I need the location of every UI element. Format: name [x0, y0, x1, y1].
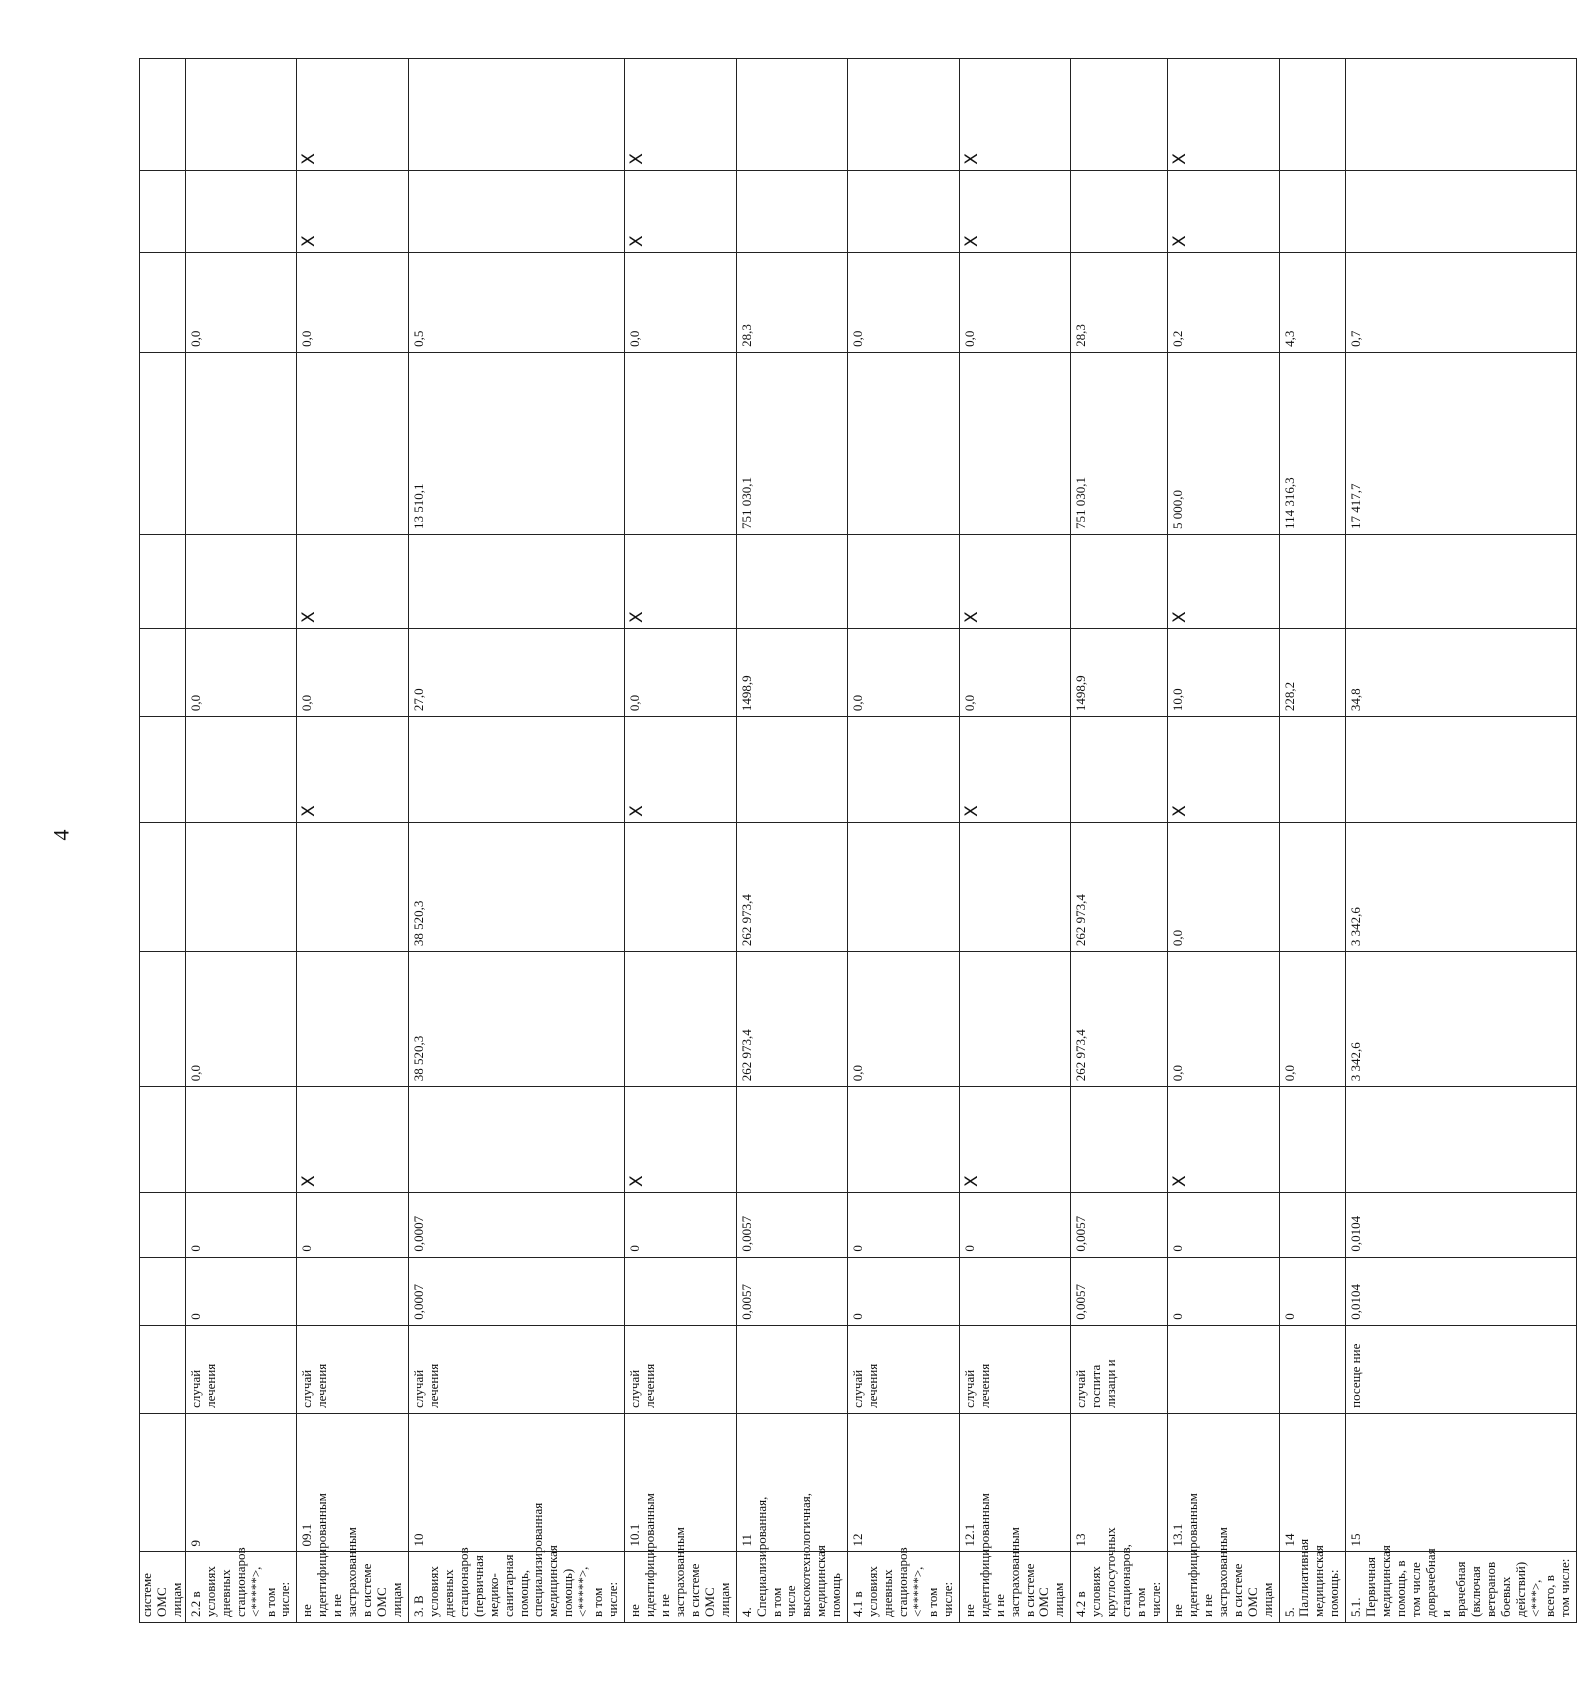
value-cell: [408, 1087, 624, 1193]
unit-cell: случай лечения: [848, 1325, 960, 1413]
value-cell: [297, 952, 409, 1087]
row-name-cell: 5.1. Первичная медицинская помощь, в том числе доврачебная и врачебная (включая ветеранов боевых действий) <***>, всего, в том числе:: [1346, 1552, 1577, 1623]
value-cell: 0: [848, 1192, 960, 1257]
unit-cell: случай лечения: [185, 1325, 297, 1413]
value-cell: [1279, 1087, 1346, 1193]
value-cell: [1279, 1192, 1346, 1257]
value-cell: [736, 59, 848, 171]
value-cell: 0,0007: [408, 1192, 624, 1257]
value-cell: 0: [185, 1257, 297, 1325]
row-code-cell: 11: [736, 1413, 848, 1552]
value-cell: [1279, 534, 1346, 628]
value-cell: [185, 59, 297, 171]
value-cell: [140, 534, 186, 628]
value-cell: [848, 59, 960, 171]
row-name-cell: не идентифицированным и не застрахованным в системе ОМС лицам: [297, 1552, 409, 1623]
value-cell: 0,0104: [1346, 1192, 1577, 1257]
unit-cell: случай лечения: [297, 1325, 409, 1413]
page-number: 4: [48, 829, 74, 841]
table-row: [297, 59, 409, 1623]
value-cell: 3 342,6: [1346, 952, 1577, 1087]
value-cell: X: [959, 59, 1071, 171]
value-cell: 262 973,4: [736, 952, 848, 1087]
value-cell: [736, 717, 848, 823]
value-cell: X: [625, 717, 737, 823]
value-cell: 0,0057: [1071, 1257, 1168, 1325]
value-cell: [1071, 59, 1168, 171]
row-code-cell: 15: [1346, 1413, 1577, 1552]
value-cell: [140, 1257, 186, 1325]
value-cell: 262 973,4: [736, 822, 848, 951]
value-cell: 38 520,3: [408, 952, 624, 1087]
value-cell: 0,0: [1279, 952, 1346, 1087]
value-cell: X: [1167, 59, 1279, 171]
value-cell: 0,0057: [736, 1192, 848, 1257]
value-cell: [848, 1087, 960, 1193]
row-code-cell: 10.1: [625, 1413, 737, 1552]
value-cell: 0,0: [297, 252, 409, 352]
value-cell: 0,0104: [1346, 1257, 1577, 1325]
unit-cell: случай лечения: [408, 1325, 624, 1413]
value-cell: X: [297, 1087, 409, 1193]
value-cell: 0,0057: [1071, 1192, 1168, 1257]
value-cell: [1346, 170, 1577, 252]
table-row: [408, 59, 624, 1623]
value-cell: 0,0: [848, 952, 960, 1087]
table-row: [1346, 59, 1577, 1623]
value-cell: 17 417,7: [1346, 352, 1577, 534]
value-cell: [185, 822, 297, 951]
value-cell: [848, 352, 960, 534]
value-cell: 0,2: [1167, 252, 1279, 352]
value-cell: X: [959, 1087, 1071, 1193]
value-cell: 0,0: [625, 252, 737, 352]
value-cell: 262 973,4: [1071, 952, 1168, 1087]
value-cell: [1346, 717, 1577, 823]
value-cell: 3 342,6: [1346, 822, 1577, 951]
value-cell: [959, 352, 1071, 534]
value-cell: 4,3: [1279, 252, 1346, 352]
value-cell: [408, 534, 624, 628]
value-cell: 0,0: [185, 252, 297, 352]
value-cell: X: [625, 170, 737, 252]
row-name-cell: 4.1 в условиях дневных стационаров <*****>, в том числе:: [848, 1552, 960, 1623]
value-cell: X: [1167, 170, 1279, 252]
value-cell: 262 973,4: [1071, 822, 1168, 951]
value-cell: [140, 822, 186, 951]
value-cell: 1498,9: [1071, 628, 1168, 716]
rotated-table-container: [139, 58, 1573, 1623]
unit-cell: [1167, 1325, 1279, 1413]
unit-cell: случай госпита лизаци и: [1071, 1325, 1168, 1413]
value-cell: 5 000,0: [1167, 352, 1279, 534]
value-cell: [1346, 1087, 1577, 1193]
value-cell: 228,2: [1279, 628, 1346, 716]
value-cell: X: [1167, 1087, 1279, 1193]
value-cell: [1071, 170, 1168, 252]
value-cell: 0,5: [408, 252, 624, 352]
value-cell: 0,0: [1167, 822, 1279, 951]
value-cell: 0: [848, 1257, 960, 1325]
value-cell: 0: [1167, 1257, 1279, 1325]
unit-cell: случай лечения: [625, 1325, 737, 1413]
value-cell: X: [1167, 717, 1279, 823]
value-cell: [185, 717, 297, 823]
value-cell: X: [959, 534, 1071, 628]
funding-table: [139, 58, 1577, 1623]
row-code-cell: 09.1: [297, 1413, 409, 1552]
row-name-cell: не идентифицированным и не застрахованным в системе ОМС лицам: [959, 1552, 1071, 1623]
value-cell: 0: [1167, 1192, 1279, 1257]
unit-cell: [736, 1325, 848, 1413]
row-code-cell: 14: [1279, 1413, 1346, 1552]
value-cell: [1071, 534, 1168, 628]
row-code-cell: [140, 1413, 186, 1552]
value-cell: 28,3: [1071, 252, 1168, 352]
value-cell: [625, 1257, 737, 1325]
row-code-cell: 12.1: [959, 1413, 1071, 1552]
table-row: [959, 59, 1071, 1623]
value-cell: X: [959, 717, 1071, 823]
value-cell: [1071, 1087, 1168, 1193]
value-cell: X: [959, 170, 1071, 252]
value-cell: 0: [297, 1192, 409, 1257]
value-cell: 13 510,1: [408, 352, 624, 534]
value-cell: 28,3: [736, 252, 848, 352]
value-cell: 751 030,1: [736, 352, 848, 534]
value-cell: X: [297, 717, 409, 823]
value-cell: 10,0: [1167, 628, 1279, 716]
value-cell: [848, 717, 960, 823]
value-cell: [140, 252, 186, 352]
table-row: [1167, 59, 1279, 1623]
value-cell: [1279, 717, 1346, 823]
value-cell: 0,0: [297, 628, 409, 716]
value-cell: [959, 1257, 1071, 1325]
value-cell: 0,0057: [736, 1257, 848, 1325]
value-cell: [1279, 170, 1346, 252]
unit-cell: случай лечения: [959, 1325, 1071, 1413]
value-cell: [1346, 534, 1577, 628]
value-cell: [1279, 59, 1346, 171]
row-name-cell: 4.2 в условиях круглосуточных стационаров, в том числе:: [1071, 1552, 1168, 1623]
row-name-cell: не идентифицированным и не застрахованным в системе ОМС лицам: [625, 1552, 737, 1623]
value-cell: [185, 170, 297, 252]
value-cell: X: [297, 170, 409, 252]
value-cell: [736, 170, 848, 252]
value-cell: 0,0: [848, 252, 960, 352]
row-code-cell: 13.1: [1167, 1413, 1279, 1552]
value-cell: [736, 1087, 848, 1193]
value-cell: 0: [625, 1192, 737, 1257]
row-name-cell: 4. Специализированная, в том числе высокотехнологичная, медицинская помощь: [736, 1552, 848, 1623]
value-cell: [625, 822, 737, 951]
value-cell: [736, 534, 848, 628]
value-cell: [848, 822, 960, 951]
value-cell: [140, 952, 186, 1087]
row-code-cell: 9: [185, 1413, 297, 1552]
value-cell: 751 030,1: [1071, 352, 1168, 534]
value-cell: [140, 628, 186, 716]
value-cell: [185, 534, 297, 628]
value-cell: 0,0: [848, 628, 960, 716]
value-cell: 0: [1279, 1257, 1346, 1325]
value-cell: [625, 352, 737, 534]
row-code-cell: 10: [408, 1413, 624, 1552]
unit-cell: [1279, 1325, 1346, 1413]
value-cell: 0,0: [1167, 952, 1279, 1087]
value-cell: X: [625, 59, 737, 171]
table-row: [625, 59, 737, 1623]
table-row: [848, 59, 960, 1623]
row-name-cell: 3. В условиях дневных стационаров (первичная медико-санитарная помощь, специализированная медицинская помощь) <*****>, в том числе:: [408, 1552, 624, 1623]
value-cell: [140, 170, 186, 252]
value-cell: [185, 352, 297, 534]
value-cell: [297, 1257, 409, 1325]
table-row: [185, 59, 297, 1623]
table-row: [1279, 59, 1346, 1623]
value-cell: [185, 1087, 297, 1193]
row-code-cell: 13: [1071, 1413, 1168, 1552]
table-row: [736, 59, 848, 1623]
value-cell: 0,0: [185, 628, 297, 716]
unit-cell: [140, 1325, 186, 1413]
value-cell: [140, 1192, 186, 1257]
value-cell: [297, 352, 409, 534]
value-cell: 1498,9: [736, 628, 848, 716]
value-cell: [848, 534, 960, 628]
value-cell: 27,0: [408, 628, 624, 716]
value-cell: X: [297, 59, 409, 171]
value-cell: [140, 352, 186, 534]
row-name-cell: 5. Паллиативная медицинская помощь:: [1279, 1552, 1346, 1623]
value-cell: 38 520,3: [408, 822, 624, 951]
unit-cell: посеще ние: [1346, 1325, 1577, 1413]
value-cell: [140, 59, 186, 171]
value-cell: X: [297, 534, 409, 628]
value-cell: [1071, 717, 1168, 823]
value-cell: 0: [959, 1192, 1071, 1257]
value-cell: [140, 717, 186, 823]
table-row: [1071, 59, 1168, 1623]
row-name-cell: системе ОМС лицам: [140, 1552, 186, 1623]
value-cell: 34,8: [1346, 628, 1577, 716]
table-row: [140, 59, 186, 1623]
value-cell: X: [1167, 534, 1279, 628]
value-cell: [959, 822, 1071, 951]
value-cell: [408, 717, 624, 823]
value-cell: [1346, 59, 1577, 171]
value-cell: 0: [185, 1192, 297, 1257]
value-cell: 0,0: [959, 252, 1071, 352]
value-cell: [297, 822, 409, 951]
value-cell: [848, 170, 960, 252]
value-cell: 114 316,3: [1279, 352, 1346, 534]
value-cell: [1279, 822, 1346, 951]
value-cell: [625, 952, 737, 1087]
row-name-cell: не идентифицированным и не застрахованным в системе ОМС лицам: [1167, 1552, 1279, 1623]
value-cell: [140, 1087, 186, 1193]
value-cell: X: [625, 534, 737, 628]
value-cell: 0,0: [185, 952, 297, 1087]
value-cell: 0,0: [959, 628, 1071, 716]
value-cell: 0,0: [625, 628, 737, 716]
row-code-cell: 12: [848, 1413, 960, 1552]
value-cell: X: [625, 1087, 737, 1193]
value-cell: 0,0007: [408, 1257, 624, 1325]
value-cell: [959, 952, 1071, 1087]
value-cell: [408, 170, 624, 252]
value-cell: [408, 59, 624, 171]
value-cell: 0,7: [1346, 252, 1577, 352]
row-name-cell: 2.2 в условиях дневных стационаров <*****>, в том числе:: [185, 1552, 297, 1623]
